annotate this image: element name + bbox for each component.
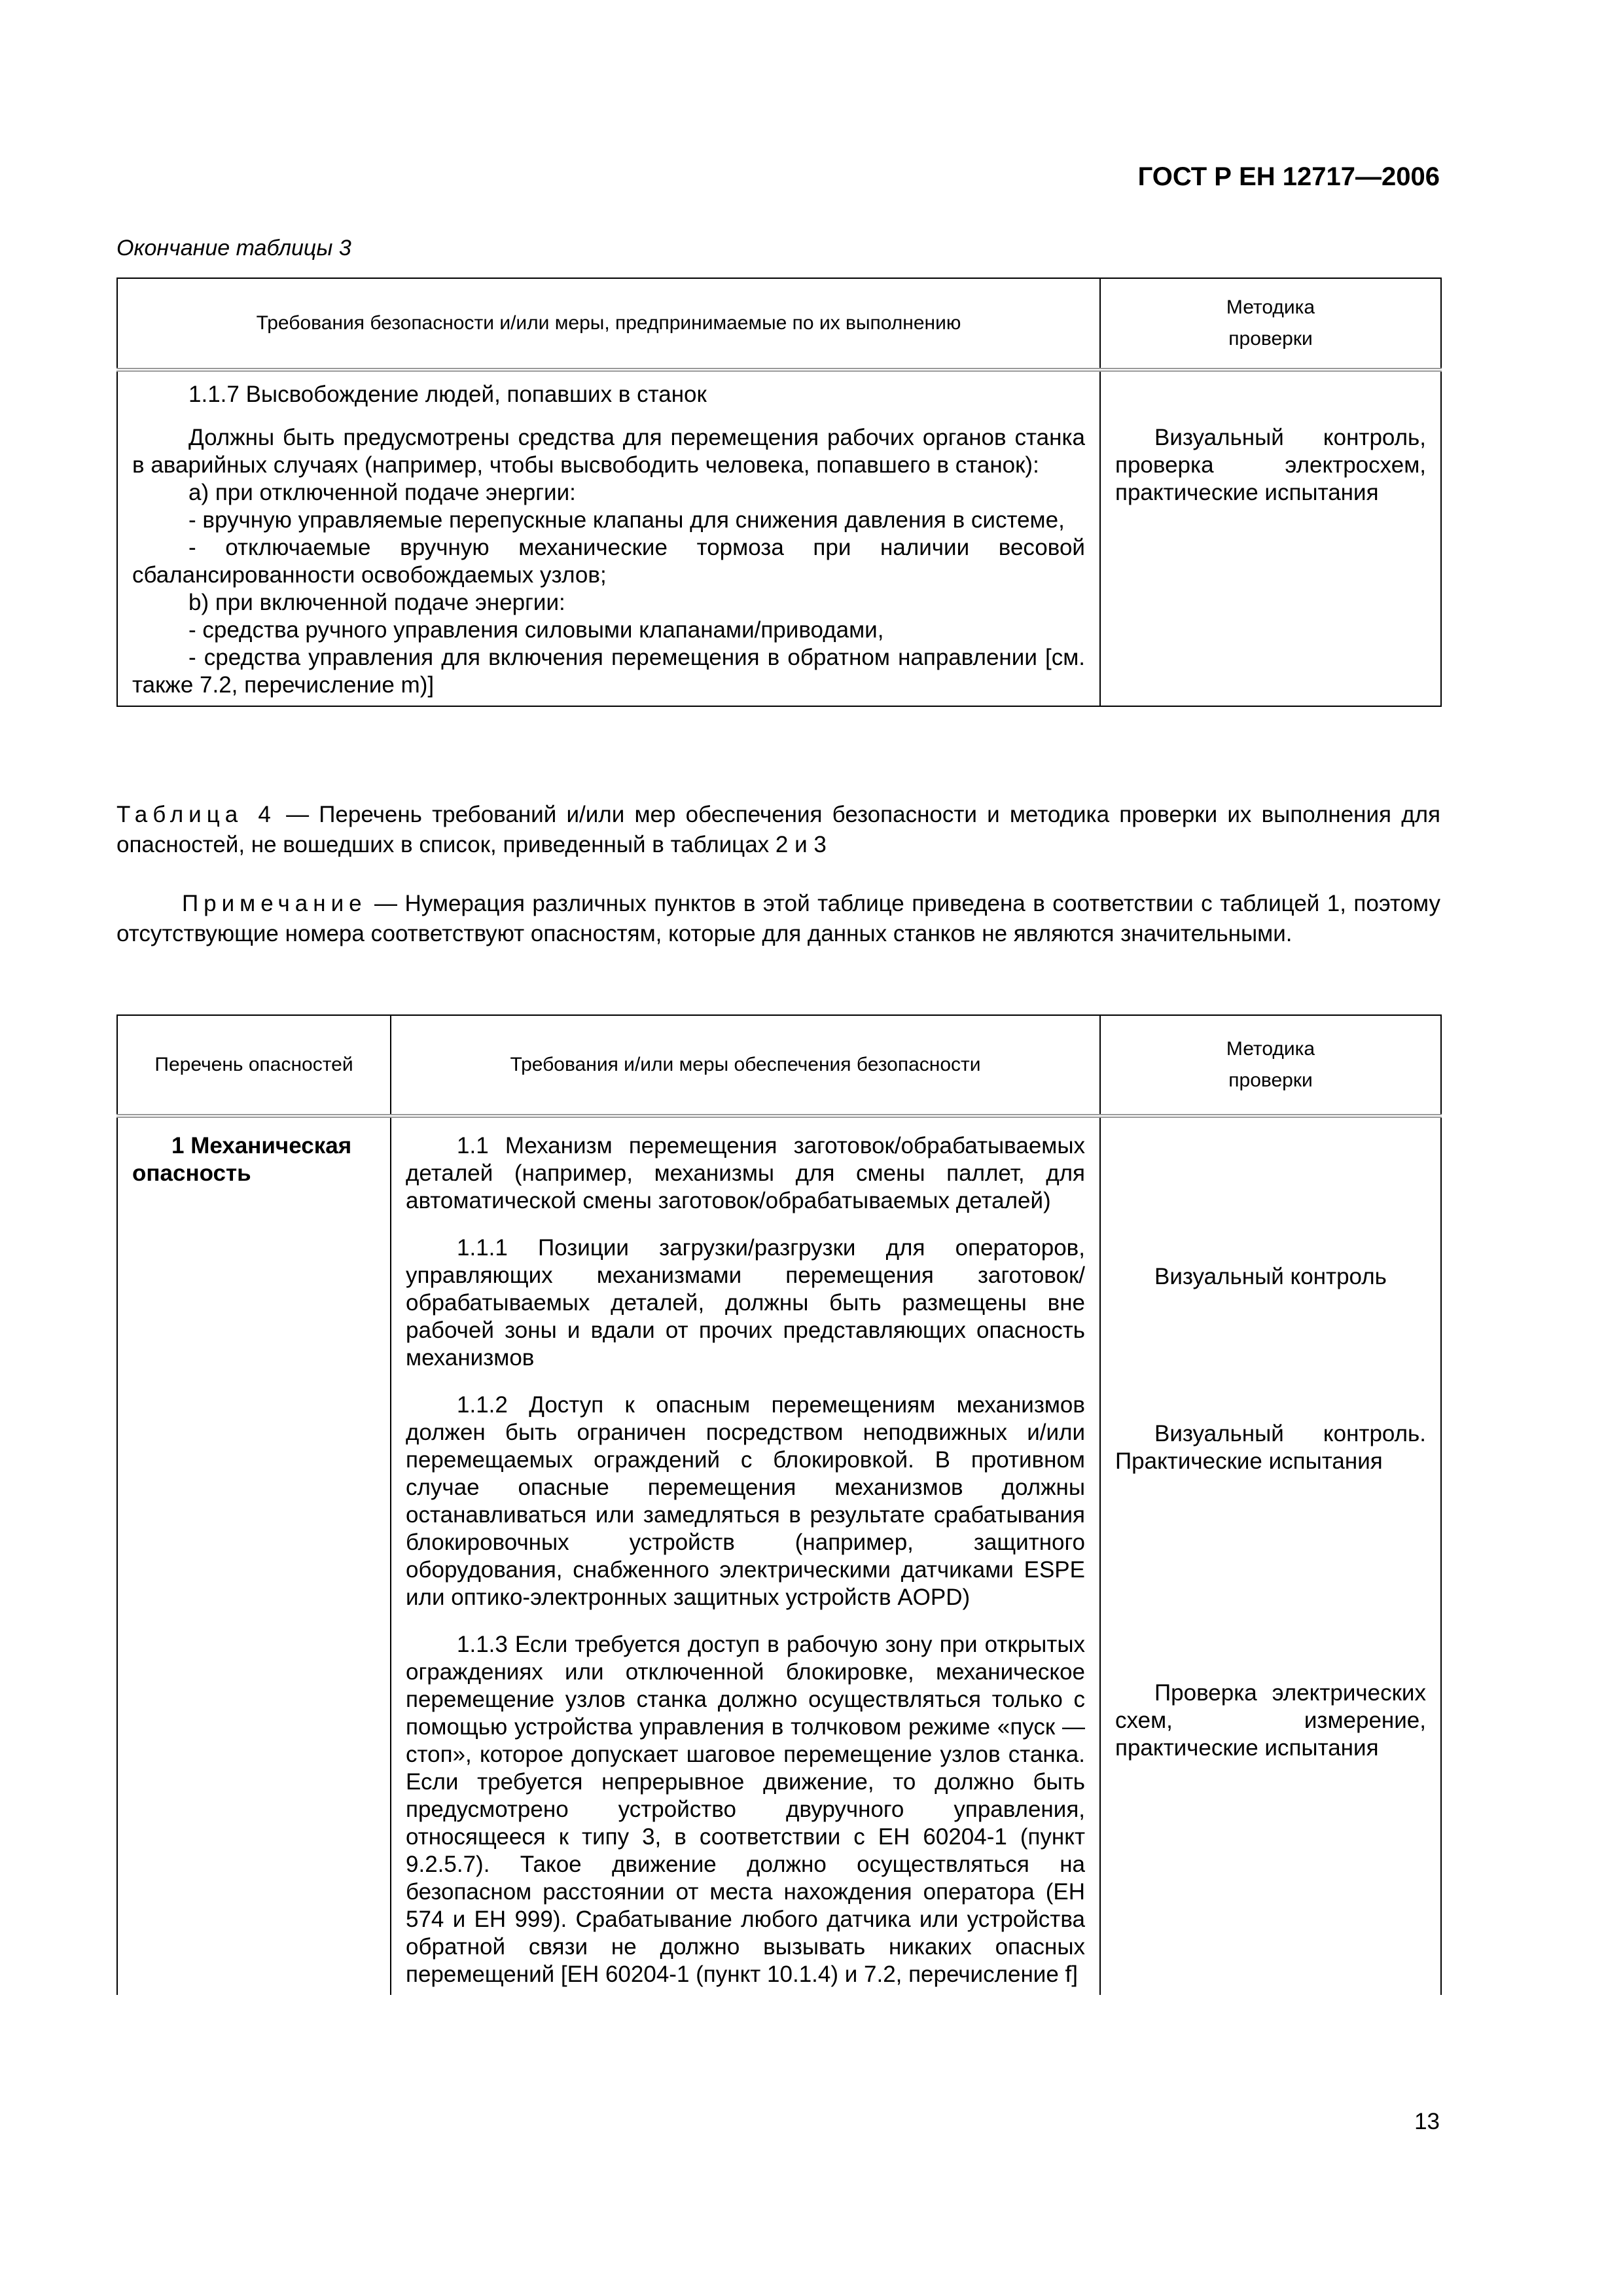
table3-requirements-cell xyxy=(117,370,1100,706)
table4-header-requirements: Требования и/или меры обеспечения безопасности xyxy=(391,1015,1100,1116)
method-text: Проверка электрических схем, измерение, практические испытания xyxy=(1115,1680,1426,1761)
table3-header-row xyxy=(117,278,1441,370)
table-4 xyxy=(116,1014,1442,1995)
method-header-line: Методика проверки xyxy=(1226,296,1315,350)
list-item: - вручную управляемые перепускные клапаны для снижения давления в системе, xyxy=(188,507,1065,533)
requirement-item: 1.1 Механизм перемещения заготовок/обрабатываемых деталей (например, механизмы для смены паллет, для автоматической смены заготовок/обрабатываемых деталей) xyxy=(406,1133,1085,1213)
list-item: a) при отключенной подаче энергии: xyxy=(188,480,576,505)
page-number: 13 xyxy=(1414,2109,1440,2134)
requirement-text: Должны быть предусмотрены средства для перемещения рабочих органов станка в аварийных случаях (например, чтобы высвободить человека, попавшего в станок): xyxy=(132,425,1085,478)
section-heading: 1.1.7 Высвобождение людей, попавших в станок xyxy=(188,382,707,407)
table4-note xyxy=(116,889,1440,949)
table3-method-cell xyxy=(1100,370,1441,706)
table3-row xyxy=(117,370,1441,706)
requirement-item: 1.1.1 Позиции загрузки/разгрузки для операторов, управляющих механизмами перемещения заготовок/обрабатываемых деталей, должны быть размещены вне рабочей зоны и вдали от прочих представляющих опасность механизмов xyxy=(406,1235,1085,1371)
table4-title xyxy=(116,800,1440,860)
note-text: — Нумерация различных пунктов в этой таблице приведена в соответствии с таблицей 1, поэтому отсутствующие номера соответствуют опасностям, которые для данных станков не являются значительными. xyxy=(116,891,1440,946)
table4-row xyxy=(117,1116,1441,1995)
list-item: - средства управления для включения перемещения в обратном направлении [см. также 7.2, перечисление m)] xyxy=(132,645,1085,698)
method-text: Визуальный контроль. Практические испытания xyxy=(1115,1421,1426,1474)
table3-header-requirements: Требования безопасности и/или меры, предпринимаемые по их выполнению xyxy=(117,278,1100,370)
method-header-line: Методика проверки xyxy=(1226,1038,1315,1091)
list-item: - отключаемые вручную механические тормоза при наличии весовой сбалансированности освобождаемых узлов; xyxy=(132,535,1085,588)
note-label: Примечание xyxy=(182,891,367,916)
method-empty xyxy=(1115,1132,1426,1263)
table4-header-hazards: Перечень опасностей xyxy=(117,1015,391,1116)
standard-designation: ГОСТ Р ЕН 12717—2006 xyxy=(1137,162,1440,191)
table4-header-method xyxy=(1100,1015,1441,1116)
table3-header-method xyxy=(1100,278,1441,370)
table4-title-text: — Перечень требований и/или мер обеспечения безопасности и методика проверки их выполнения для опасностей, не вошедших в список, приведенный в таблицах 2 и 3 xyxy=(116,802,1440,857)
requirement-item: 1.1.3 Если требуется доступ в рабочую зону при открытых ограждениях или отключенной блокировке, механическое перемещение узлов станка должно осуществляться только с помощью устройства управления в толчковом режиме «пуск — стоп», которое допускает шаговое перемещение узлов станка. Если требуется непрерывное движение, то должно быть предусмотрено устройство двуручного управления, относящееся к типу 3, в соответствии с ЕН 60204-1 (пункт 9.2.5.7). Такое движение должно осуществляться на безопасном расстоянии от места нахождения оператора (ЕН 574 и ЕН 999). Срабатывание любого датчика или устройства обратной связи не должно вызывать никаких опасных перемещений [ЕН 60204-1 (пункт 10.1.4) и 7.2, перечисление f] xyxy=(406,1632,1085,1987)
table4-method-cell xyxy=(1100,1116,1441,1995)
table-3 xyxy=(116,278,1442,707)
method-text: Визуальный контроль xyxy=(1154,1264,1387,1289)
list-item: b) при включенной подаче энергии: xyxy=(188,590,565,615)
table4-hazard-cell xyxy=(117,1116,391,1995)
list-item: - средства ручного управления силовыми клапанами/приводами, xyxy=(188,617,884,643)
table4-requirements-cell xyxy=(391,1116,1100,1995)
requirement-item: 1.1.2 Доступ к опасным перемещениям механизмов должен быть ограничен посредством неподвижных и/или перемещаемых ограждений с блокировкой. В противном случае опасные перемещения механизмов должны останавливаться или замедляться в результате срабатывания блокировочных устройств (например, защитного оборудования, снабженного электрическими датчиками ESPE или оптико-электронных защитных устройств AOPD) xyxy=(406,1392,1085,1610)
table4-header-row xyxy=(117,1015,1441,1116)
table3-caption: Окончание таблицы 3 xyxy=(116,236,351,260)
method-text: Визуальный контроль, проверка электросхем, практические испытания xyxy=(1115,425,1426,505)
table4-label: Таблица 4 xyxy=(116,802,276,827)
hazard-name: 1 Механическая опасность xyxy=(132,1133,352,1186)
